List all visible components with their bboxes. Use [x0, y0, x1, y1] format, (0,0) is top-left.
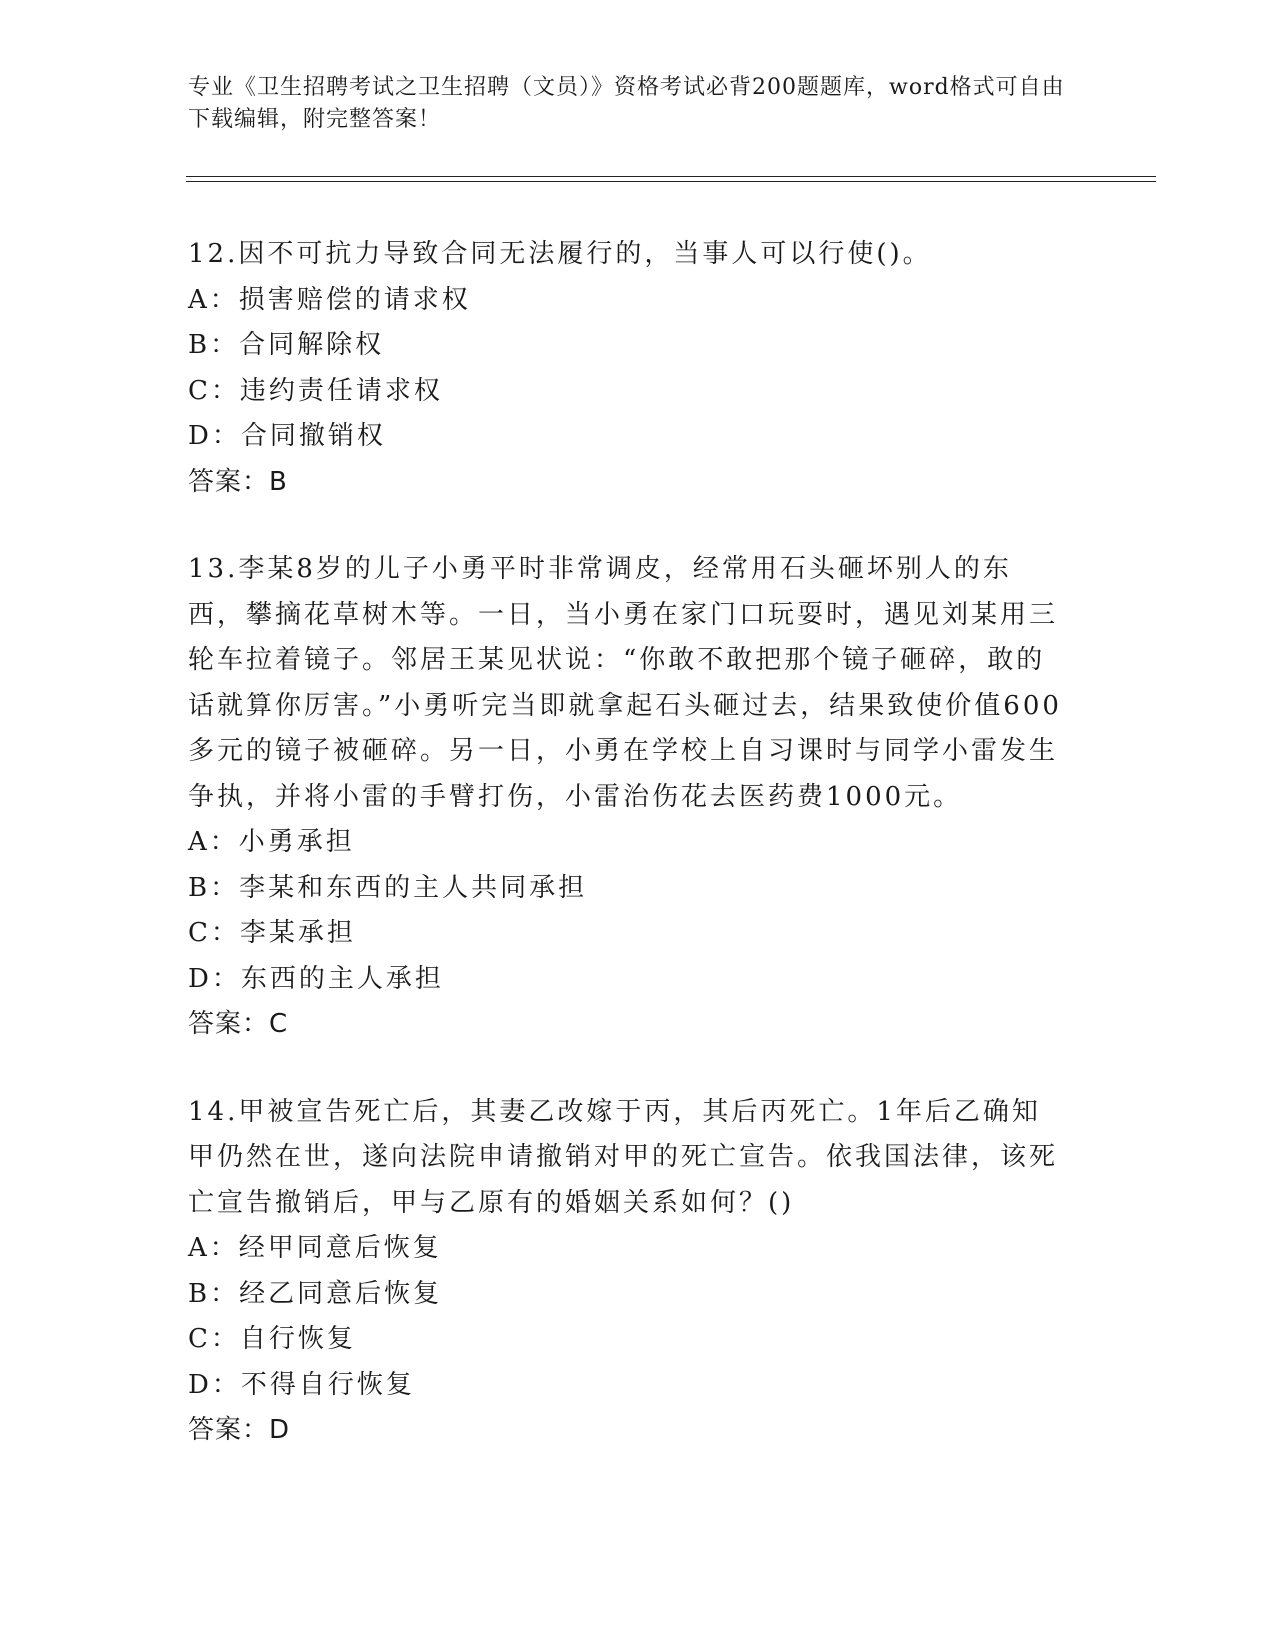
option-a: A：经甲同意后恢复 — [188, 1233, 442, 1263]
question-12 — [188, 232, 1068, 505]
option-a: A：小勇承担 — [188, 827, 355, 857]
question-text: 12.因不可抗力导致合同无法履行的，当事人可以行使()。 — [188, 239, 932, 269]
question-13 — [188, 547, 1068, 1048]
option-d: D：合同撤销权 — [188, 421, 386, 451]
option-a: A：损害赔偿的请求权 — [188, 284, 471, 315]
answer-line: 答案：C — [188, 1009, 289, 1039]
header-rule-top — [186, 176, 1156, 177]
option-d: D：东西的主人承担 — [188, 963, 444, 994]
answer-line: 答案：D — [188, 1415, 291, 1445]
header-rule-bottom — [186, 181, 1156, 182]
document-header: 专业《卫生招聘考试之卫生招聘（文员）》资格考试必背200题题库，word格式可自由下载编辑，附完整答案！ — [188, 75, 1065, 132]
question-text: 14.甲被宣告死亡后，其妻乙改嫁于丙，其后丙死亡。1年后乙确知甲仍然在世，遂向法院申请撤销对甲的死亡宣告。依我国法律，该死亡宣告撤销后，甲与乙原有的婚姻关系如何？() — [188, 1096, 1059, 1218]
option-b: B：李某和东西的主人共同承担 — [188, 872, 588, 903]
option-c: C：李某承担 — [188, 918, 356, 948]
question-list — [188, 232, 1068, 1496]
option-b: B：经乙同意后恢复 — [188, 1278, 443, 1309]
option-c: C：违约责任请求权 — [188, 375, 443, 406]
question-text: 13.李某8岁的儿子小勇平时非常调皮，经常用石头砸坏别人的东西，攀摘花草树木等。一日，当小勇在家门口玩耍时，遇见刘某用三轮车拉着镜子。邻居王某见状说：“你敢不敢把那个镜子砸碎，敢的话就算你厉害。”小勇听完当即就拿起石头砸过去，结果致使价值600多元的镜子被砸碎。另一日，小勇在学校上自习课时与同学小雷发生争执，并将小雷的手臂打伤，小雷治伤花去医药费1000元。 — [188, 554, 1062, 812]
option-d: D：不得自行恢复 — [188, 1369, 415, 1400]
option-b: B：合同解除权 — [188, 330, 385, 360]
option-c: C：自行恢复 — [188, 1324, 356, 1354]
question-14 — [188, 1090, 1068, 1454]
answer-line: 答案：B — [188, 466, 288, 497]
